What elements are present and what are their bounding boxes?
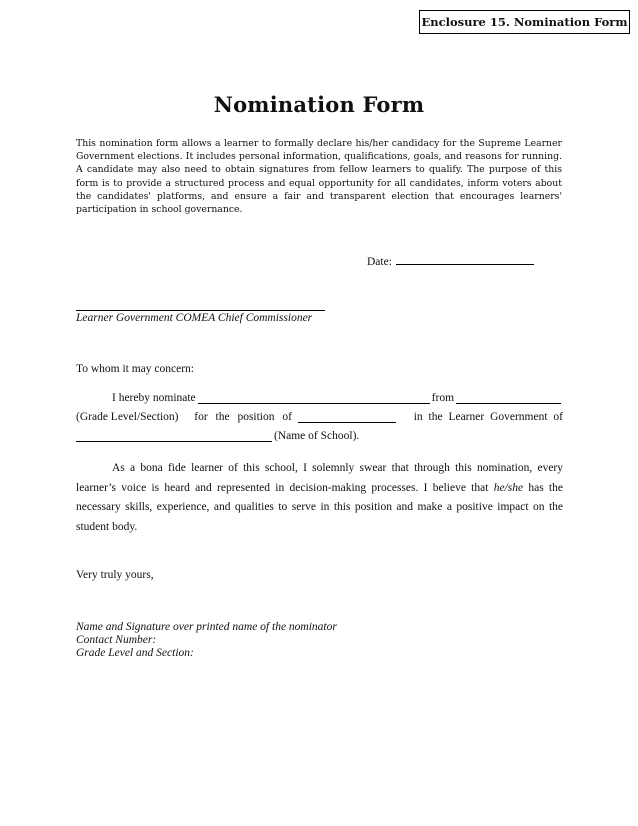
date-field[interactable] [396, 252, 534, 265]
nominate-prefix: I hereby nominate [112, 392, 196, 404]
grade-section-label: (Grade Level/Section) [76, 411, 179, 423]
oath-pronoun: he/she [493, 481, 524, 494]
oath-text-2: has the necessary skills, experience, and qualities to serve in this position and make a positive impact on the student body. [76, 481, 563, 533]
position-field[interactable] [298, 411, 396, 423]
from-label: from [431, 392, 455, 404]
nominee-name-field[interactable] [198, 392, 430, 404]
nominate-line-2 [76, 407, 563, 423]
page-title: Nomination Form [213, 92, 425, 117]
name-of-school-label: (Name of School). [274, 430, 360, 442]
commissioner-signature-line[interactable] [76, 310, 325, 311]
oath-paragraph [76, 459, 563, 537]
nominator-block [76, 621, 337, 660]
nominator-name-signature: Name and Signature over printed name of the nominator [76, 621, 337, 633]
for-position-label: for the position of [194, 411, 292, 423]
in-government-label: in the Learner Government of [413, 411, 564, 423]
intro-paragraph: This nomination form allows a learner to formally declare his/her candidacy for the Supreme Learner Government elections. It includes personal information, qualifications, goals, and reasons for running. A candidate may also need to obtain signatures from fellow learners to qualify. The purpose of this form is to provide a structured process and equal opportunity for all candidates, inform voters about the candidates' platforms, and ensure a fair and transparent election that encourages learners' participation in school governance. [76, 138, 562, 216]
school-name-field[interactable] [76, 430, 272, 442]
greeting: To whom it may concern: [76, 363, 194, 375]
oath-text-1: As a bona fide learner of this school, I solemnly swear that through this nomination, every learner’s voice is heard and represented in decision-making processes. I believe that [76, 462, 563, 494]
grade-section-field[interactable] [456, 392, 561, 404]
date-label: Date: [367, 256, 392, 268]
commissioner-label: Learner Government COMEA Chief Commissioner [76, 312, 313, 324]
enclosure-label: Enclosure 15. Nomination Form [419, 10, 630, 34]
date-row [367, 252, 534, 268]
nominate-line-3 [76, 426, 563, 442]
nominate-line-1 [76, 388, 563, 404]
nominator-contact: Contact Number: [76, 634, 157, 646]
closing: Very truly yours, [76, 569, 154, 581]
nominator-grade-section: Grade Level and Section: [76, 647, 194, 659]
